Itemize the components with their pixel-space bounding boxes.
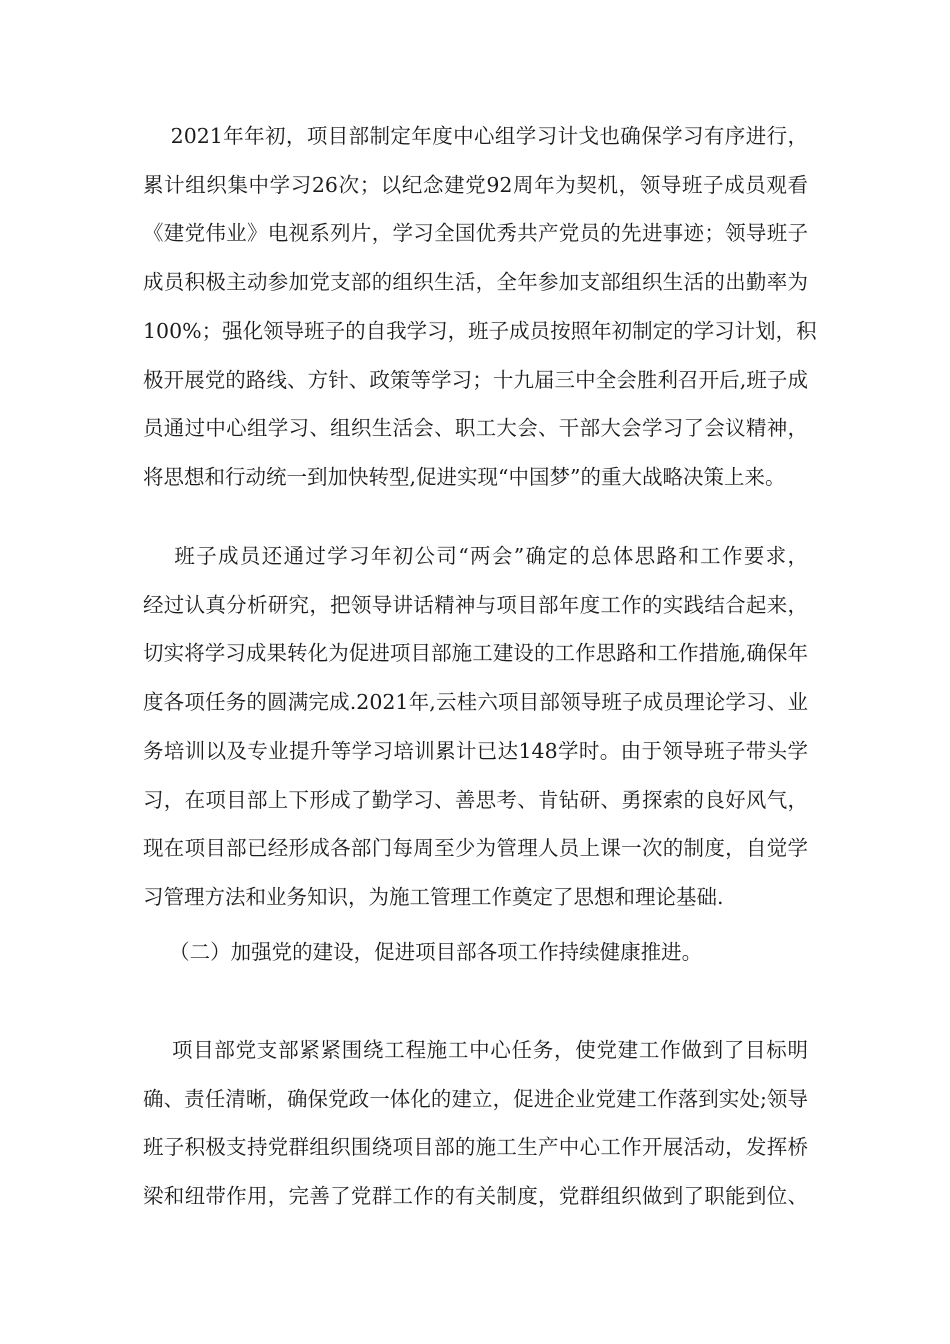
paragraph-line: 100%；强化领导班子的自我学习，班子成员按照年初制定的学习计划，积 [143, 318, 817, 343]
paragraph-line: 切实将学习成果转化为促进项目部施工建设的工作思路和工作措施,确保年 [143, 641, 808, 666]
paragraph-line: 班子积极支持党群组织围绕项目部的施工生产中心工作开展活动，发挥桥 [143, 1135, 808, 1160]
paragraph-learning-results [143, 532, 808, 922]
paragraph-line: 现在项目部已经形成各部门每周至少为管理人员上课一次的制度，自觉学 [143, 836, 808, 861]
section-heading-text: （二）加强党的建设，促进项目部各项工作持续健康推进。 [143, 940, 703, 964]
paragraph-line: 确、责任清晰，确保党政一体化的建立，促进企业党建工作落到实处;领导 [143, 1086, 808, 1111]
paragraph-line: 《建党伟业》电视系列片，学习全国优秀共产党员的先进事迹；领导班子 [143, 221, 808, 246]
paragraph-line: 务培训以及专业提升等学习培训累计已达148学时。由于领导班子带头学 [143, 738, 808, 763]
paragraph-line: 经过认真分析研究，把领导讲话精神与项目部年度工作的实践结合起来， [143, 592, 808, 617]
paragraph-line: 习，在项目部上下形成了勤学习、善思考、肯钻研、勇探索的良好风气， [143, 787, 808, 812]
paragraph-line: 项目部党支部紧紧围绕工程施工中心任务，使党建工作做到了目标明 [143, 1038, 808, 1062]
paragraph-line: 将思想和行动统一到加快转型,促进实现“中国梦”的重大战略决策上来。 [143, 464, 786, 489]
paragraph-line: 习管理方法和业务知识，为施工管理工作奠定了思想和理论基础. [143, 884, 724, 909]
paragraph-line: 成员积极主动参加党支部的组织生活，全年参加支部组织生活的出勤率为 [143, 270, 808, 295]
paragraph-line: 极开展党的路线、方针、政策等学习；十九届三中全会胜利召开后,班子成 [143, 367, 808, 392]
paragraph-line: 员通过中心组学习、组织生活会、职工大会、干部大会学习了会议精神， [143, 416, 808, 441]
paragraph-line: 累计组织集中学习26次；以纪念建党92周年为契机，领导班子成员观看 [143, 172, 808, 197]
paragraph-line: 2021年年初，项目部制定年度中心组学习计戈也确保学习有序进行， [143, 124, 808, 148]
paragraph-party-branch [143, 1026, 808, 1221]
paragraph-line: 梁和纽带作用，完善了党群工作的有关制度，党群组织做到了职能到位、 [143, 1184, 808, 1209]
paragraph-line: 班子成员还通过学习年初公司“两会”确定的总体思路和工作要求， [143, 544, 808, 568]
paragraph-study-plan [143, 112, 817, 502]
section-heading [143, 928, 808, 977]
paragraph-line: 度各项任务的圆满完成.2021年,云桂六项目部领导班子成员理论学习、业 [143, 690, 808, 715]
